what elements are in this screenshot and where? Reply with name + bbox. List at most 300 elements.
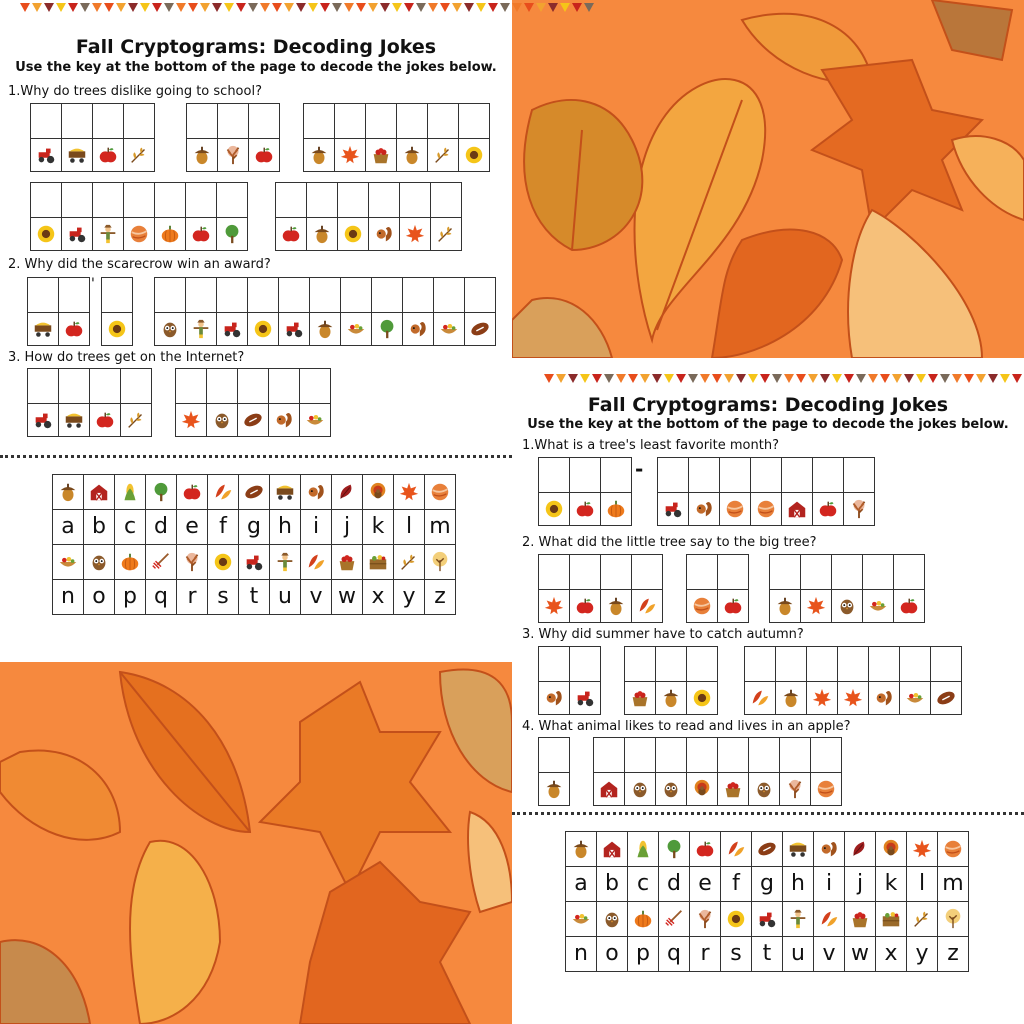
bunting-flag <box>212 3 222 12</box>
key-symbol <box>783 902 814 937</box>
key-symbol <box>938 902 969 937</box>
squirrel-icon <box>818 838 840 860</box>
football-icon <box>756 838 778 860</box>
tractor-icon <box>283 318 305 340</box>
letter-blank[interactable] <box>813 457 843 493</box>
answer-cell[interactable] <box>655 646 686 715</box>
letter-blank[interactable] <box>276 182 306 218</box>
symbol-clue <box>276 218 306 251</box>
squirrel-icon <box>273 409 295 431</box>
answer-cell[interactable] <box>237 368 268 437</box>
letter-blank[interactable] <box>782 457 812 493</box>
answer-cell[interactable] <box>750 457 781 526</box>
answer-cell[interactable] <box>340 277 371 346</box>
symbol-clue <box>238 404 268 437</box>
key-letter: w <box>845 937 876 972</box>
sunflower-icon <box>463 144 485 166</box>
bunting-flag <box>332 3 342 12</box>
symbol-clue <box>570 590 600 623</box>
letter-blank[interactable] <box>687 554 717 590</box>
scarecrow-icon <box>787 908 809 930</box>
apple-icon <box>574 498 596 520</box>
letter-blank[interactable] <box>720 457 750 493</box>
symbol-clue <box>594 773 624 806</box>
sunflower-icon <box>252 318 274 340</box>
letter-blank[interactable] <box>465 277 495 313</box>
letter-blank[interactable] <box>93 182 123 218</box>
key-letter: b <box>597 867 628 902</box>
answer-cell[interactable] <box>27 368 58 437</box>
answer-cell[interactable] <box>368 182 399 251</box>
answer-cell[interactable] <box>306 182 337 251</box>
bunting-flag <box>556 374 566 383</box>
symbol-clue <box>335 139 365 172</box>
answer-cell[interactable] <box>686 646 718 715</box>
letter-blank[interactable] <box>807 646 837 682</box>
answer-cell[interactable] <box>303 103 334 172</box>
letter-blank[interactable] <box>601 457 631 493</box>
cornucopia-icon <box>904 687 926 709</box>
answer-cell[interactable] <box>123 182 154 251</box>
answer-cell[interactable] <box>806 646 837 715</box>
answer-word <box>538 457 632 526</box>
letter-blank[interactable] <box>279 277 309 313</box>
answer-cell[interactable] <box>775 646 806 715</box>
key-letter: j <box>845 867 876 902</box>
letter-blank[interactable] <box>838 646 868 682</box>
bunting-flag <box>392 3 402 12</box>
letter-blank[interactable] <box>894 554 924 590</box>
answer-word <box>101 277 133 346</box>
answer-cell[interactable] <box>569 646 601 715</box>
bunting-flag <box>584 3 594 12</box>
answer-cell[interactable] <box>655 737 686 806</box>
key-letter: i <box>814 867 845 902</box>
letter-blank[interactable] <box>28 277 58 313</box>
letter-blank[interactable] <box>570 646 600 682</box>
answer-cell[interactable] <box>334 103 365 172</box>
acorn-icon <box>191 144 213 166</box>
answer-cell[interactable] <box>371 277 402 346</box>
answer-cell[interactable] <box>631 554 663 623</box>
symbol-clue <box>539 773 569 806</box>
answer-cell[interactable] <box>624 646 655 715</box>
letter-blank[interactable] <box>718 737 748 773</box>
answer-cell[interactable] <box>433 277 464 346</box>
answer-cell[interactable] <box>831 554 862 623</box>
answer-cell[interactable] <box>843 457 875 526</box>
answer-cell[interactable] <box>781 457 812 526</box>
symbol-clue <box>751 493 781 526</box>
answer-cell[interactable] <box>58 277 90 346</box>
symbol-clue <box>656 682 686 715</box>
symbol-clue <box>428 139 458 172</box>
symbol-clue <box>844 493 874 526</box>
scarecrow-icon <box>274 551 296 573</box>
letter-blank[interactable] <box>307 182 337 218</box>
letter-blank[interactable] <box>776 646 806 682</box>
owl-icon <box>211 409 233 431</box>
letter-blank[interactable] <box>155 182 185 218</box>
key-letter: v <box>814 937 845 972</box>
letter-blank[interactable] <box>187 103 217 139</box>
cornucopia-icon <box>438 318 460 340</box>
answer-cell[interactable] <box>717 737 748 806</box>
letter-blank[interactable] <box>310 277 340 313</box>
answer-cell[interactable] <box>748 737 779 806</box>
letter-blank[interactable] <box>780 737 810 773</box>
leaves-icon <box>818 908 840 930</box>
answer-cell[interactable] <box>930 646 962 715</box>
letter-blank[interactable] <box>594 737 624 773</box>
letter-blank[interactable] <box>658 457 688 493</box>
letter-blank[interactable] <box>625 737 655 773</box>
bunting-flag <box>272 3 282 12</box>
answer-cell[interactable] <box>337 182 368 251</box>
letter-blank[interactable] <box>90 368 120 404</box>
key-letter: e <box>177 510 208 545</box>
page-title: Fall Cryptograms: Decoding Jokes <box>75 36 437 58</box>
letter-blank[interactable] <box>218 103 248 139</box>
letter-blank[interactable] <box>186 277 216 313</box>
letter-blank[interactable] <box>28 368 58 404</box>
answer-cell[interactable] <box>61 182 92 251</box>
letter-blank[interactable] <box>539 457 569 493</box>
letter-blank[interactable] <box>625 646 655 682</box>
key-symbol <box>845 902 876 937</box>
key-symbol <box>363 475 394 510</box>
answer-cell[interactable] <box>30 182 61 251</box>
letter-blank[interactable] <box>62 103 92 139</box>
answer-cell[interactable] <box>185 182 216 251</box>
answer-cell[interactable] <box>899 646 930 715</box>
tree-icon <box>376 318 398 340</box>
symbol-clue <box>801 590 831 623</box>
answer-cell[interactable] <box>154 182 185 251</box>
letter-blank[interactable] <box>59 368 89 404</box>
answer-cell[interactable] <box>101 277 133 346</box>
basket-icon <box>370 144 392 166</box>
answer-cell[interactable] <box>688 457 719 526</box>
symbol-clue <box>869 682 899 715</box>
letter-blank[interactable] <box>632 554 662 590</box>
basket-icon <box>722 778 744 800</box>
maple-leaf-icon <box>911 838 933 860</box>
answer-cell[interactable] <box>717 554 749 623</box>
letter-blank[interactable] <box>539 646 569 682</box>
answer-cell[interactable] <box>600 457 632 526</box>
answer-cell[interactable] <box>396 103 427 172</box>
bunting-flag <box>928 374 938 383</box>
answer-cell[interactable] <box>800 554 831 623</box>
planet-icon <box>942 838 964 860</box>
answer-cell[interactable] <box>538 457 569 526</box>
symbol-clue <box>894 590 924 623</box>
answer-cell[interactable] <box>268 368 299 437</box>
letter-blank[interactable] <box>102 277 132 313</box>
apple-icon <box>898 595 920 617</box>
answer-cell[interactable] <box>278 277 309 346</box>
letter-blank[interactable] <box>570 554 600 590</box>
answer-cell[interactable] <box>624 737 655 806</box>
bunting-flag <box>404 3 414 12</box>
yellow-tree-icon <box>942 908 964 930</box>
letter-blank[interactable] <box>341 277 371 313</box>
bunting-flag <box>784 374 794 383</box>
answer-cell[interactable] <box>779 737 810 806</box>
letter-blank[interactable] <box>124 103 154 139</box>
answer-cell[interactable] <box>430 182 462 251</box>
letter-blank[interactable] <box>248 277 278 313</box>
key-symbol <box>876 902 907 937</box>
letter-blank[interactable] <box>801 554 831 590</box>
answer-cell[interactable] <box>89 368 120 437</box>
answer-cell[interactable] <box>868 646 899 715</box>
letter-blank[interactable] <box>176 368 206 404</box>
bunting-flag <box>80 3 90 12</box>
symbol-clue <box>31 218 61 251</box>
pumpkin-icon <box>159 223 181 245</box>
rake-icon <box>150 551 172 573</box>
answer-cell[interactable] <box>812 457 843 526</box>
answer-cell[interactable] <box>185 277 216 346</box>
answer-cell[interactable] <box>120 368 152 437</box>
key-letter: f <box>721 867 752 902</box>
answer-cell[interactable] <box>365 103 396 172</box>
letter-blank[interactable] <box>249 103 279 139</box>
symbol-clue <box>570 682 600 715</box>
letter-blank[interactable] <box>372 277 402 313</box>
symbol-clue <box>656 773 686 806</box>
bunting-flag <box>524 3 534 12</box>
letter-blank[interactable] <box>811 737 841 773</box>
letter-blank[interactable] <box>869 646 899 682</box>
tractor-icon <box>221 318 243 340</box>
answer-cell[interactable] <box>600 554 631 623</box>
letter-blank[interactable] <box>62 182 92 218</box>
letter-blank[interactable] <box>207 368 237 404</box>
leaves-panel-bottom-left <box>0 662 512 1024</box>
letter-blank[interactable] <box>31 103 61 139</box>
letter-blank[interactable] <box>400 182 430 218</box>
symbol-clue <box>689 493 719 526</box>
letter-blank[interactable] <box>335 103 365 139</box>
answer-cell[interactable] <box>30 103 61 172</box>
bunting-flag <box>616 374 626 383</box>
sunflower-icon <box>212 551 234 573</box>
key-symbol <box>690 832 721 867</box>
answer-cell[interactable] <box>810 737 842 806</box>
letter-blank[interactable] <box>656 737 686 773</box>
letter-blank[interactable] <box>338 182 368 218</box>
key-letter: y <box>394 580 425 615</box>
letter-blank[interactable] <box>539 737 569 773</box>
bunting-flag <box>760 374 770 383</box>
answer-cell[interactable] <box>538 554 569 623</box>
letter-blank[interactable] <box>217 277 247 313</box>
answer-cell[interactable] <box>862 554 893 623</box>
key-symbol <box>752 902 783 937</box>
letter-blank[interactable] <box>300 368 330 404</box>
planet-icon <box>815 778 837 800</box>
acorn-icon <box>308 144 330 166</box>
letter-blank[interactable] <box>900 646 930 682</box>
planet-icon <box>724 498 746 520</box>
answer-cell[interactable] <box>837 646 868 715</box>
letter-blank[interactable] <box>601 554 631 590</box>
letter-blank[interactable] <box>366 103 396 139</box>
letter-blank[interactable] <box>186 182 216 218</box>
answer-word <box>744 646 962 715</box>
maple-leaf-icon <box>805 595 827 617</box>
answer-cell[interactable] <box>719 457 750 526</box>
answer-cell[interactable] <box>657 457 688 526</box>
answer-cell[interactable] <box>569 457 600 526</box>
symbol-clue <box>304 139 334 172</box>
answer-cell[interactable] <box>123 103 155 172</box>
answer-cell[interactable] <box>216 277 247 346</box>
letter-blank[interactable] <box>428 103 458 139</box>
answer-cell[interactable] <box>248 103 280 172</box>
key-letter: d <box>146 510 177 545</box>
answer-cell[interactable] <box>206 368 237 437</box>
letter-blank[interactable] <box>155 277 185 313</box>
symbol-clue <box>217 218 247 251</box>
leaves-icon <box>212 481 234 503</box>
bare-tree-icon <box>222 144 244 166</box>
symbol-clue <box>307 218 337 251</box>
question-1: 1.What is a tree's least favorite month? <box>522 438 779 453</box>
answer-word <box>27 368 152 437</box>
answer-cell[interactable] <box>309 277 340 346</box>
key-letter: v <box>301 580 332 615</box>
answer-cell[interactable] <box>569 554 600 623</box>
key-letter: o <box>84 580 115 615</box>
answer-cell[interactable] <box>154 277 185 346</box>
answer-cell[interactable] <box>175 368 206 437</box>
letter-blank[interactable] <box>397 103 427 139</box>
letter-blank[interactable] <box>844 457 874 493</box>
apple-icon <box>181 481 203 503</box>
answer-cell[interactable] <box>299 368 331 437</box>
answer-cell[interactable] <box>275 182 306 251</box>
answer-cell[interactable] <box>61 103 92 172</box>
letter-blank[interactable] <box>751 457 781 493</box>
bunting-flag <box>344 3 354 12</box>
basket-icon <box>849 908 871 930</box>
letter-blank[interactable] <box>59 277 89 313</box>
bunting-flag <box>500 3 510 12</box>
bunting-flag <box>796 374 806 383</box>
letter-blank[interactable] <box>217 182 247 218</box>
letter-blank[interactable] <box>718 554 748 590</box>
letter-blank[interactable] <box>745 646 775 682</box>
answer-cell[interactable] <box>186 103 217 172</box>
owl-icon <box>629 778 651 800</box>
letter-blank[interactable] <box>539 554 569 590</box>
letter-blank[interactable] <box>656 646 686 682</box>
letter-blank[interactable] <box>689 457 719 493</box>
answer-cell[interactable] <box>538 646 569 715</box>
answer-cell[interactable] <box>216 182 248 251</box>
letter-blank[interactable] <box>749 737 779 773</box>
maple-leaf-icon <box>404 223 426 245</box>
acorn-icon <box>570 838 592 860</box>
answer-cell[interactable] <box>402 277 433 346</box>
key-symbol <box>721 832 752 867</box>
bunting-flag <box>164 3 174 12</box>
letter-blank[interactable] <box>304 103 334 139</box>
letter-blank[interactable] <box>121 368 151 404</box>
answer-cell[interactable] <box>769 554 800 623</box>
letter-blank[interactable] <box>238 368 268 404</box>
answer-cell[interactable] <box>593 737 624 806</box>
key-symbol <box>876 832 907 867</box>
answer-cell[interactable] <box>427 103 458 172</box>
key-letter: t <box>752 937 783 972</box>
answer-cell[interactable] <box>686 737 717 806</box>
answer-cell[interactable] <box>217 103 248 172</box>
letter-blank[interactable] <box>369 182 399 218</box>
letter-blank[interactable] <box>124 182 154 218</box>
symbol-clue <box>838 682 868 715</box>
key-symbol <box>53 545 84 580</box>
answer-cell[interactable] <box>538 737 570 806</box>
letter-blank[interactable] <box>31 182 61 218</box>
answer-cell[interactable] <box>399 182 430 251</box>
bunting-flag <box>428 3 438 12</box>
squirrel-icon <box>543 687 565 709</box>
letter-blank[interactable] <box>434 277 464 313</box>
answer-cell[interactable] <box>686 554 717 623</box>
letter-blank[interactable] <box>687 646 717 682</box>
answer-cell[interactable] <box>464 277 496 346</box>
answer-cell[interactable] <box>92 103 123 172</box>
bunting-flag <box>1000 374 1010 383</box>
key-symbol <box>84 475 115 510</box>
letter-blank[interactable] <box>269 368 299 404</box>
letter-blank[interactable] <box>770 554 800 590</box>
letter-blank[interactable] <box>403 277 433 313</box>
letter-blank[interactable] <box>832 554 862 590</box>
answer-cell[interactable] <box>893 554 925 623</box>
answer-cell[interactable] <box>92 182 123 251</box>
answer-cell[interactable] <box>247 277 278 346</box>
key-letter: r <box>690 937 721 972</box>
answer-cell[interactable] <box>27 277 58 346</box>
letter-blank[interactable] <box>687 737 717 773</box>
answer-cell[interactable] <box>458 103 490 172</box>
squirrel-icon <box>873 687 895 709</box>
branch-icon <box>128 144 150 166</box>
symbol-clue <box>397 139 427 172</box>
bunting-flag <box>296 3 306 12</box>
letter-blank[interactable] <box>931 646 961 682</box>
bunting-flag <box>904 374 914 383</box>
key-letter: n <box>53 580 84 615</box>
letter-blank[interactable] <box>431 182 461 218</box>
symbol-clue <box>124 139 154 172</box>
answer-cell[interactable] <box>58 368 89 437</box>
worksheet-2 <box>512 358 1024 1024</box>
letter-blank[interactable] <box>570 457 600 493</box>
letter-blank[interactable] <box>459 103 489 139</box>
key-letter: m <box>938 867 969 902</box>
letter-blank[interactable] <box>93 103 123 139</box>
key-letter: o <box>597 937 628 972</box>
answer-cell[interactable] <box>744 646 775 715</box>
letter-blank[interactable] <box>863 554 893 590</box>
